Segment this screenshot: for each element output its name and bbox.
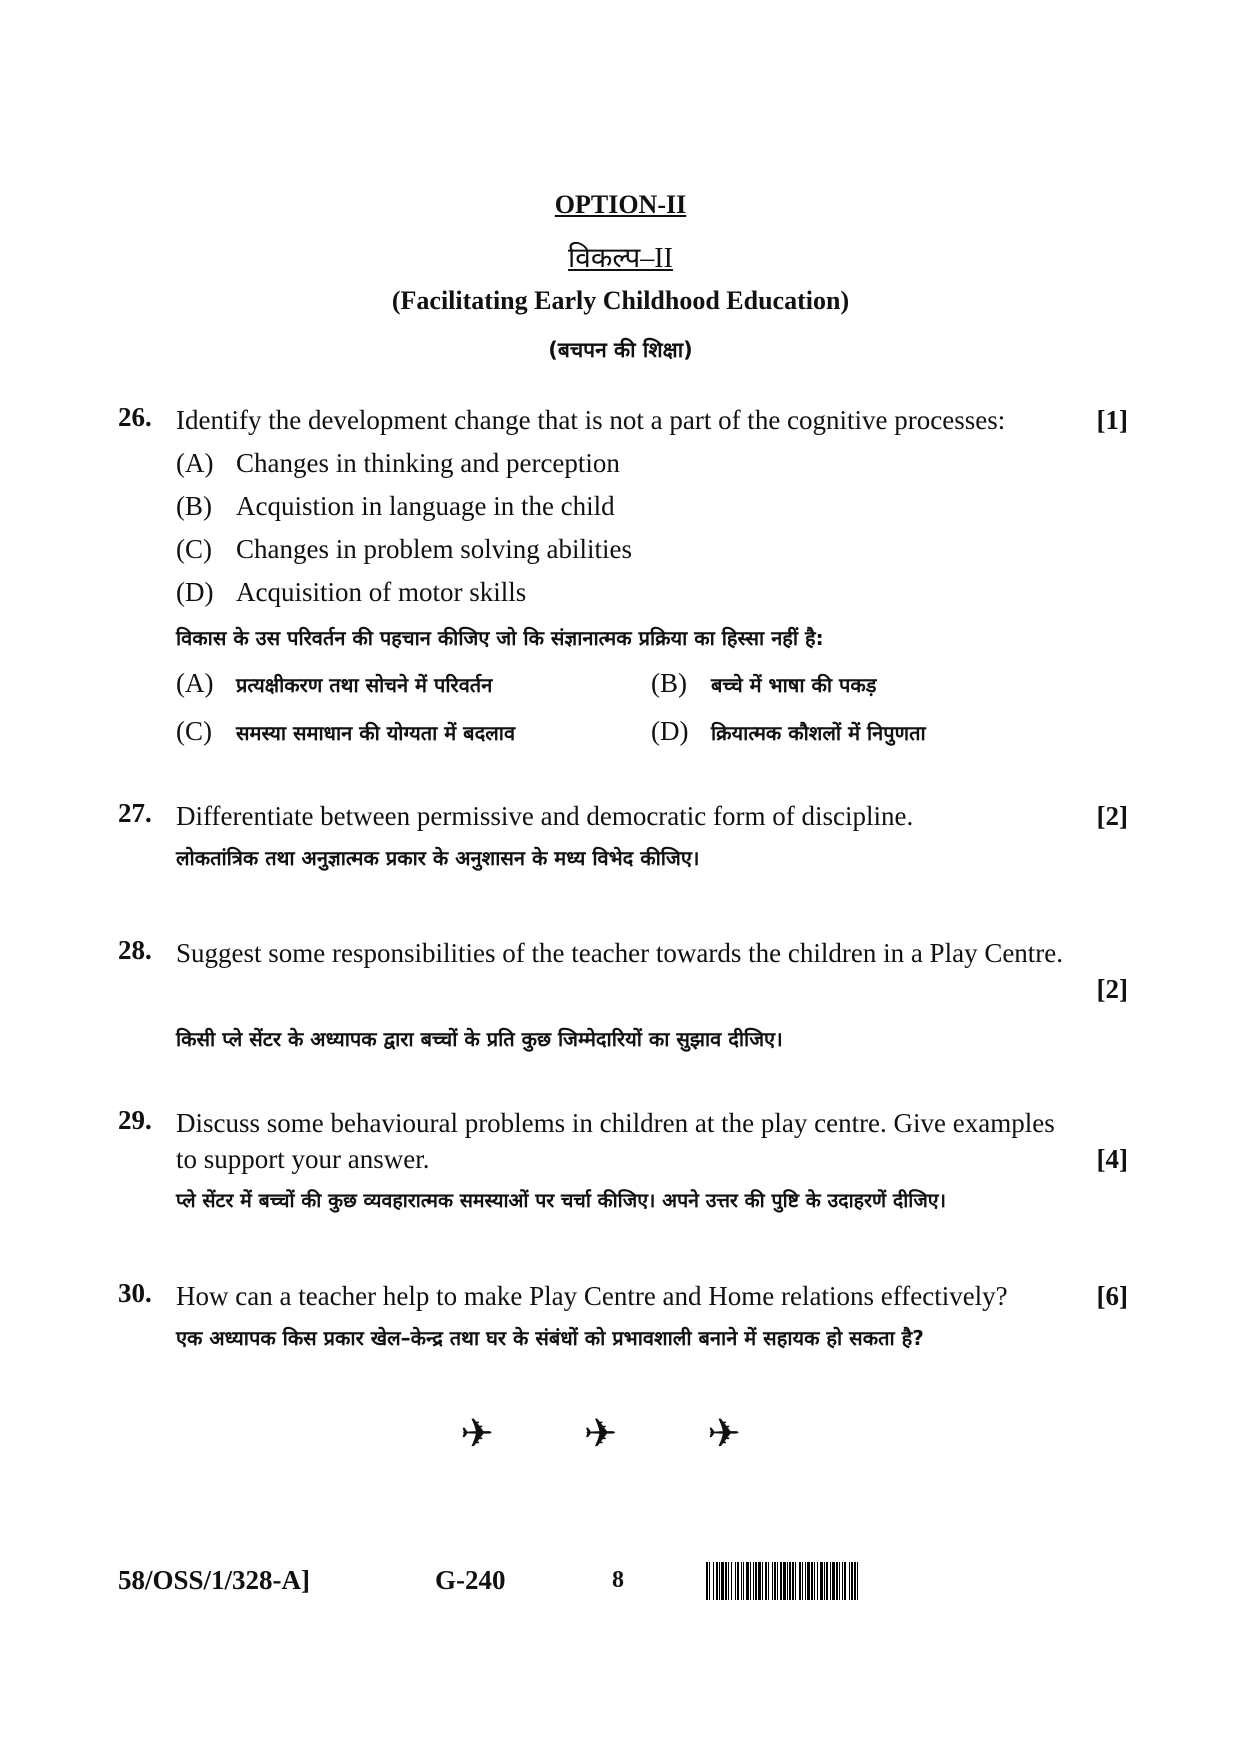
option-a: (A) Changes in thinking and perception xyxy=(176,448,620,478)
option-b: (B) Acquistion in language in the child xyxy=(176,491,615,521)
marks: [2] xyxy=(1096,801,1128,831)
hindi-options-list xyxy=(176,660,1126,756)
question-text-en-cont: [4] to support your answer. xyxy=(176,1141,1128,1177)
marks: [2] xyxy=(1096,974,1128,1004)
option-d: (D) Acquisition of motor skills xyxy=(176,577,527,607)
hindi-option-d: (D) क्रियात्मक कौशलों में निपुणता xyxy=(651,716,926,746)
question-number: 27. xyxy=(118,798,152,828)
question-28 xyxy=(118,935,1128,1057)
subject-title: (Facilitating Early Childhood Education) xyxy=(391,286,850,315)
question-number: 28. xyxy=(118,935,152,965)
barcode-bar xyxy=(858,1562,861,1600)
question-text-hindi: एक अध्यापक किस प्रकार खेल–केन्द्र तथा घर के संबंधों को प्रभावशाली बनाने में सहायक हो सकता है? xyxy=(176,1326,924,1350)
question-text-en: Identify the development change that is not a part of the cognitive processes: xyxy=(176,405,1006,435)
question-number: 30. xyxy=(118,1278,152,1308)
question-30 xyxy=(118,1278,1128,1356)
question-number: 29. xyxy=(118,1105,152,1135)
marks: [4] xyxy=(1096,1144,1128,1174)
hindi-option-c: (C) समस्या समाधान की योग्यता में बदलाव xyxy=(176,716,516,746)
question-text-en: How can a teacher help to make Play Centre and Home relations effectively? xyxy=(176,1281,1008,1311)
barcode xyxy=(706,1562,976,1600)
marks: [6] xyxy=(1096,1281,1128,1311)
question-text-en: Discuss some behavioural problems in children at the play centre. Give examples xyxy=(176,1108,1055,1138)
question-text-en: Suggest some responsibilities of the teacher towards the children in a Play Centre. xyxy=(176,938,1064,968)
option-title-hindi: विकल्प–II xyxy=(568,243,673,274)
question-27 xyxy=(118,798,1128,876)
question-text-hindi: विकास के उस परिवर्तन की पहचान कीजिए जो कि संज्ञानात्मक प्रक्रिया का हिस्सा नहीं है: xyxy=(176,626,824,650)
paper-reference: G-240 xyxy=(435,1565,506,1595)
question-text-hindi: किसी प्ले सेंटर के अध्यापक द्वारा बच्चों के प्रति कुछ जिम्मेदारियों का सुझाव दीजिए। xyxy=(176,1027,783,1051)
question-26 xyxy=(118,402,1128,756)
question-number: 26. xyxy=(118,402,152,432)
page-number: 8 xyxy=(612,1567,624,1593)
question-text-hindi: लोकतांत्रिक तथा अनुज्ञात्मक प्रकार के अनुशासन के मध्य विभेद कीजिए। xyxy=(176,846,700,870)
question-29 xyxy=(118,1105,1128,1219)
question-text-en: Differentiate between permissive and democratic form of discipline. xyxy=(176,801,914,831)
question-text xyxy=(176,798,1128,834)
paper-code: 58/OSS/1/328-A] xyxy=(118,1565,311,1595)
options-list xyxy=(176,442,1128,614)
hindi-option-a: (A) प्रत्यक्षीकरण तथा सोचने में परिवर्तन xyxy=(176,668,493,698)
marks: [1] xyxy=(1096,405,1128,435)
question-text xyxy=(176,1278,1128,1314)
option-c: (C) Changes in problem solving abilities xyxy=(176,534,632,564)
subject-title-hindi: (बचपन की शिक्षा) xyxy=(548,338,693,362)
hindi-option-b: (B) बच्चे में भाषा की पकड़ xyxy=(651,668,877,698)
option-title: OPTION-II xyxy=(554,190,687,219)
question-text xyxy=(176,402,1128,438)
question-text-hindi: प्ले सेंटर में बच्चों की कुछ व्यवहारात्मक समस्याओं पर चर्चा कीजिए। अपने उत्तर की पुष्टि के उदाहरणें दीजिए। xyxy=(176,1189,946,1212)
end-of-section-airplane-icons: ✈ ✈ ✈ xyxy=(460,1411,781,1456)
